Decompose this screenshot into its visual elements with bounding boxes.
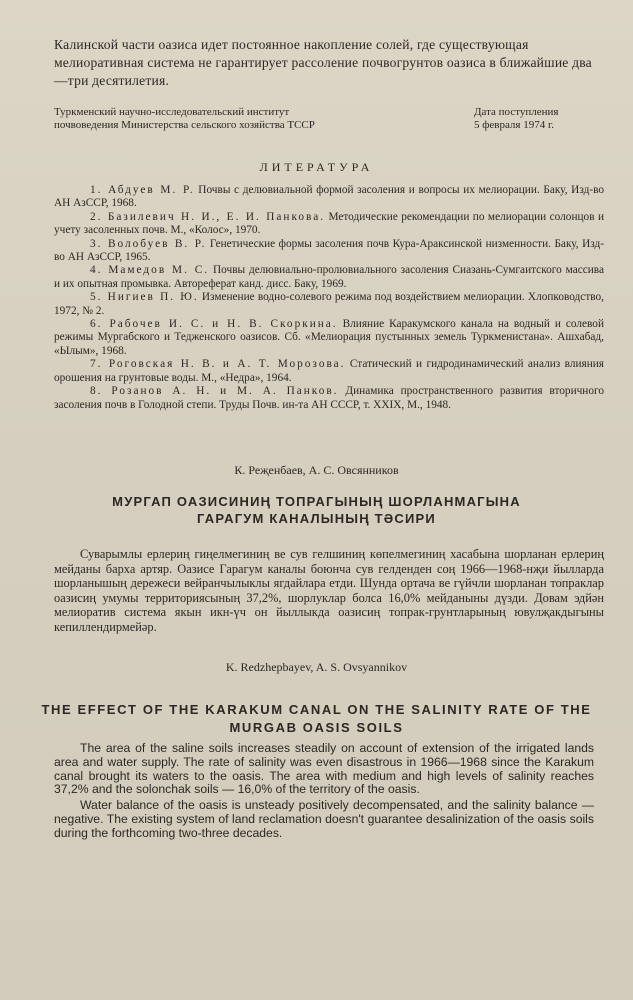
institute-line-2: почвоведения Министерства сельского хозяйства ТССР (54, 119, 315, 131)
reference-text: Генетические формы засоления почв Кура-Араксинской низменности. Баку, Изд-во АН АзССР, 1965. (54, 237, 605, 264)
institute-info (54, 106, 414, 132)
reference-item (54, 385, 604, 412)
reference-text: Почвы делювиально-пролювиального засоления Сиазань-Сумгаитского массива и их опытная промывка. Автореферат канд. дисс. Баку, 1969. (54, 264, 604, 290)
english-title-line-1: THE EFFECT OF THE KARAKUM CANAL ON THE SALINITY RATE OF THE (41, 702, 592, 717)
received-date (474, 106, 614, 132)
received-date-label: Дата поступления (474, 106, 559, 118)
english-title (0, 701, 633, 737)
received-date-value: 5 февраля 1974 г. (474, 119, 555, 131)
reference-text: Изменение водно-солевого режима под воздействием мелиорации. Хлопководство, 1972, № 2. (54, 291, 604, 317)
reference-text: Почвы с делювиальной формой засоления и вопросы их мелиорации. Баку, Изд-во АН АзССР, 1968. (54, 184, 604, 210)
reference-item (54, 318, 604, 358)
reference-author: 1. Абдуев М. Р. (90, 184, 195, 196)
reference-author: 5. Нигиев П. Ю. (90, 291, 199, 304)
literature-heading: ЛИТЕРАТУРА (259, 160, 374, 174)
turkmen-summary-text: Суварымлы ерлериң гиңелмегиниң ве сув гелшиниң көпелмегиниң хасабына шорланан ерлериң мейданы барха артяр. Оазисе Гарагум каналы боюнча сув гелденден соң 1966—1968-нҗи йылларда шорланышың дережеси вейранчылыклы ягдайлара етди. Шунда ортача ве гүйчли шорланан топраклар оазисиң умумы территориясының 37,2%, шорлуклар болса 16,0% мейданыны дүзди. Довам эдйән мелиоратив система якын икн-үч он йыллыкда оазисиң топрак-грунтларының ювулҗакдыгыны кепиллендирмейәр. (54, 547, 604, 634)
reference-author: 7. Роговская Н. В. и А. Т. Морозова. (90, 358, 346, 371)
reference-text: Влияние Каракумского канала на водный и солевой режимы Мургабского и Тедженского оазисов. Сб. «Мелиорация пустынных земель Туркменистана». Ашхабад, «Ылым», 1968. (54, 318, 604, 357)
reference-item (54, 291, 604, 318)
reference-item (54, 264, 604, 291)
institute-line-1: Туркменский научно-исследовательский институт (54, 106, 290, 118)
reference-author: 8. Розанов А. Н. и М. А. Панков. (90, 385, 339, 398)
intro-paragraph: Калинской части оазиса идет постоянное накопление солей, где существующая мелиоративная система не гарантирует рассоление почвогрунтов оазиса в ближайшие два—три десятилетия. (54, 37, 592, 88)
reference-list (54, 184, 604, 412)
turkmen-authors: К. Реҗенбаев, А. С. Овсянников (234, 463, 399, 477)
english-summary-paragraph-2: Water balance of the oasis is unsteady positively decompensated, and the salinity balance — negative. The existing system of land reclamation doesn't guarantee desalinization of the oasis soils during the forthcoming two-three decades. (54, 798, 594, 840)
turkmen-title-line-2: ГАРАГУМ КАНАЛЫНЫҢ ТӘСИРИ (197, 511, 436, 526)
reference-author: 4. Мамедов М. С. (90, 264, 210, 277)
reference-item (54, 184, 604, 211)
english-authors: K. Redzhepbayev, A. S. Ovsyannikov (225, 660, 408, 674)
turkmen-summary (54, 547, 604, 635)
reference-author: 2. Базилевич Н. И., Е. И. Панкова. (90, 210, 326, 223)
turkmen-title (0, 493, 633, 527)
reference-text: Методические рекомендации по мелиорации солонцов и учету засоленных почв. М., «Колос», 1970. (54, 210, 604, 237)
english-title-line-2: MURGAB OASIS SOILS (229, 720, 404, 735)
reference-item (54, 358, 604, 385)
turkmen-title-line-1: МУРГАП ОАЗИСИНИҢ ТОПРАГЫНЫҢ ШОРЛАНМАГЫНА (112, 494, 521, 509)
reference-author: 3. Волобуев В. Р. (90, 237, 207, 250)
reference-text: Динамика пространственного развития вторичного засоления почв в Голодной степи. Труды Почв. ин-та АН СССР, т. XXIX, М., 1948. (54, 385, 604, 411)
english-summary (54, 742, 594, 841)
reference-item (54, 211, 604, 238)
reference-author: 6. Рабочев И. С. и Н. В. Скоркина. (90, 318, 338, 331)
reference-text: Статический и гидродинамический анализ влияния орошения на грунтовые воды. М., «Недра», 1964. (54, 358, 604, 384)
reference-item (54, 238, 604, 265)
english-summary-paragraph-1: The area of the saline soils increases steadily on account of extension of the irrigated lands area and water supply. The rate of salinity was even disastrous in 1966—1968 since the Karakum canal brought its waters to the oasis. The area with medium and high levels of salinity reaches 37,2% and the solonchak soils — 16,0% of the territory of the oasis. (54, 741, 594, 797)
